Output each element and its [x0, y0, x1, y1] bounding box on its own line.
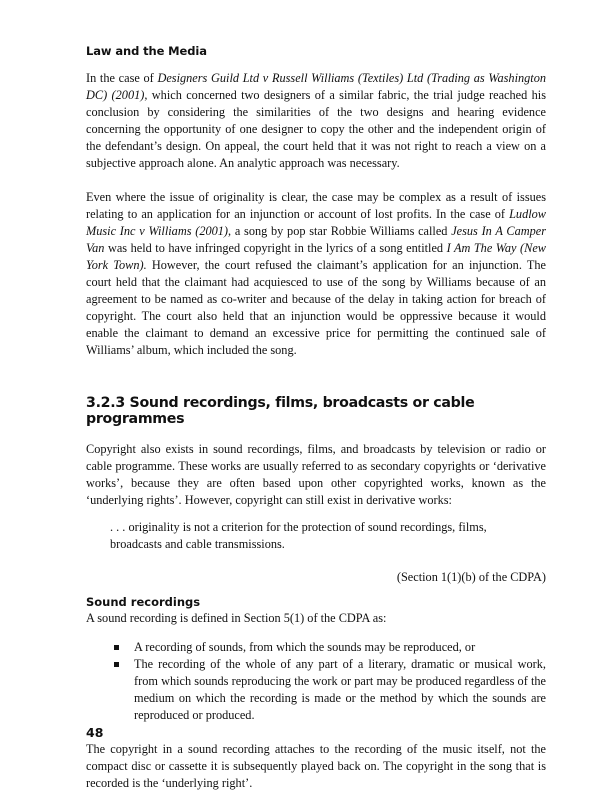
quote-citation: (Section 1(1)(b) of the CDPA) [396, 570, 546, 584]
paragraph-secondary-copyrights: Copyright also exists in sound recordings, films, and broadcasts by television or radio or cable programme. These works are usually referred to as secondary copyrights or ‘derivative works’, because they are often based upon other copyrighted works, known as the ‘underlying rights’. However, copyright can still exist in derivative works: [86, 442, 546, 507]
para1-text-2: , which concerned two designers of a similar fabric, the trial judge reached his conclusion by considering the similarities of the two designs and hearing evidence concerning the opportunity of one designer to copy the other and the independent origin of the defendant’s design. On appeal, the court held that it was not right to reach a view on a subjective approach alone. An analytic approach was necessary. [86, 88, 546, 170]
page-content [86, 44, 546, 792]
section-heading: 3.2.3 Sound recordings, films, broadcasts or cable programmes [86, 395, 475, 427]
block-quote: . . . originality is not a criterion for the protection of sound recordings, films, broadcasts and cable transmissions. [110, 520, 487, 551]
para2-text-3: was held to have infringed copyright in the lyrics of a song entitled [104, 241, 447, 255]
paragraph-underlying-right: The copyright in a sound recording attaches to the recording of the music itself, not the compact disc or cassette it is subsequently played back on. The copyright in the song that is recorded is the ‘underlying right’. [86, 742, 546, 790]
paragraph-designers-guild [86, 70, 546, 172]
list-item [86, 639, 546, 656]
song-title-i-am-the-way: I Am The Way (New York Town). [86, 241, 546, 272]
running-head: Law and the Media [86, 44, 207, 58]
case-name-ludlow-music: Ludlow Music Inc v Williams (2001) [86, 207, 546, 238]
para2-text-4: However, the court refused the claimant’s application for an injunction. The court held that the claimant had acquiesced to use of the song by Williams because of an agreement to be named as co-writer and because of the delay in taking action for breach of copyright. The court also held that an injunction would be oppressive because it would enable the claimant to demand an excessive price for permitting the continued sale of Williams’ album, which included the song. [86, 258, 546, 357]
subsection-heading: Sound recordings [86, 595, 201, 609]
list-item [86, 656, 546, 724]
case-name-designers-guild: Designers Guild Ltd v Russell Williams (Textiles) Ltd (Trading as Washington DC) (2001) [86, 71, 547, 102]
song-title-camper-van: Jesus In A Camper Van [86, 224, 546, 255]
paragraph-ludlow-music [86, 189, 546, 359]
bullet-icon [114, 645, 119, 650]
paragraph-definition-intro: A sound recording is defined in Section 5(1) of the CDPA as: [86, 611, 387, 625]
para2-text-1: Even where the issue of originality is clear, the case may be complex as a result of issues relating to an application for an injunction or account of lost profits. In the case of [86, 190, 546, 221]
para2-text-2: , a song by pop star Robbie Williams called [228, 224, 452, 238]
list-item-text: A recording of sounds, from which the sounds may be reproduced, or [134, 640, 476, 654]
definition-list [86, 639, 546, 724]
para1-text-1: In the case of [86, 71, 158, 85]
list-item-text: The recording of the whole of any part of a literary, dramatic or musical work, from which sounds reproducing the work or part may be produced regardless of the medium on which the recording is made or the method by which the sounds are reproduced or produced. [134, 657, 546, 722]
bullet-icon [114, 662, 119, 667]
page-number: 48 [86, 725, 104, 740]
